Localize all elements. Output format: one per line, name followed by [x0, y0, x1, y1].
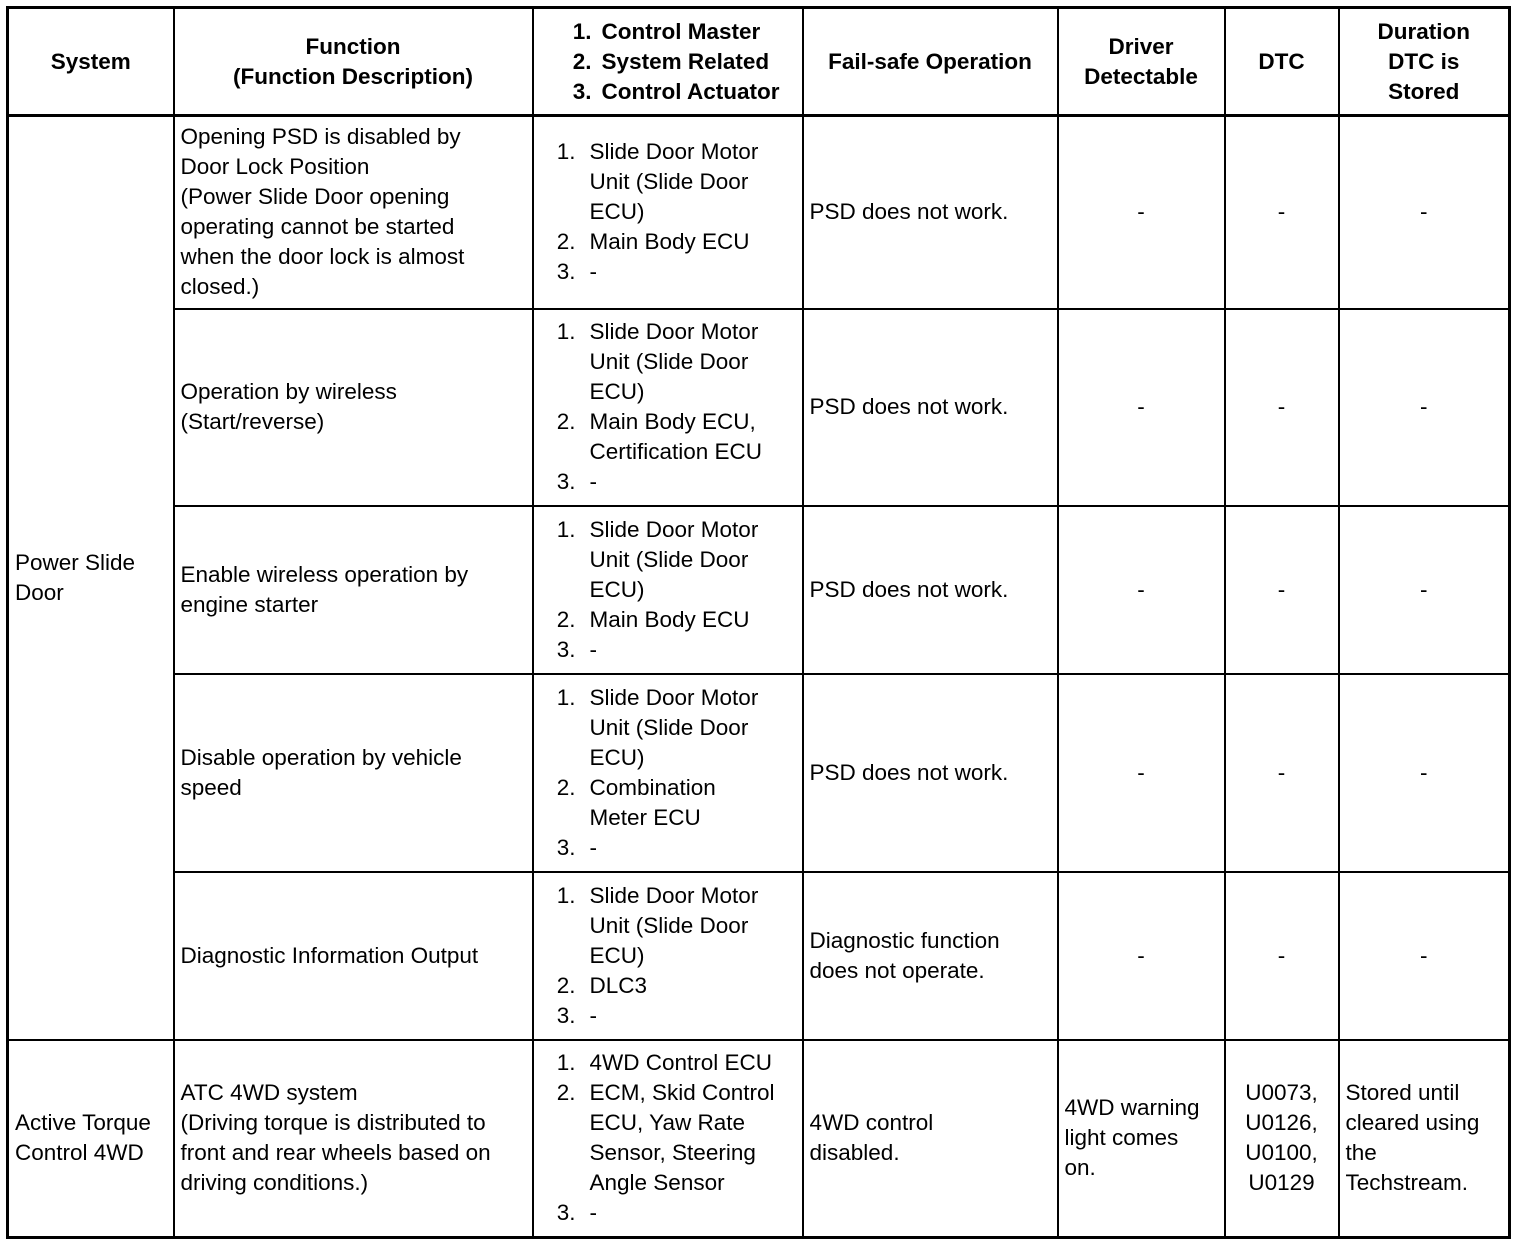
- failsafe-text: PSD does not work.: [809, 576, 1009, 602]
- header-dtc: [1225, 8, 1339, 116]
- control-item: [540, 773, 796, 833]
- control-text-line: ECU): [589, 379, 645, 404]
- control-text-line: Unit (Slide Door: [589, 349, 749, 374]
- control-num: 3.: [556, 469, 576, 494]
- system-cell: [8, 116, 174, 1040]
- header-function-sublabel: (Function Description): [233, 63, 473, 89]
- dtc-cell: [1225, 116, 1339, 309]
- function-cell: [174, 116, 533, 309]
- control-text-line: Slide Door Motor: [589, 516, 759, 542]
- control-text: [590, 971, 796, 1001]
- control-item: [540, 227, 796, 257]
- control-text: [590, 227, 796, 257]
- duration-cell: [1339, 1040, 1510, 1238]
- control-text-line: Main Body ECU,: [589, 409, 756, 434]
- failsafe-cell: [803, 506, 1058, 674]
- control-text-line: -: [589, 1002, 597, 1028]
- failsafe-text: disabled.: [809, 1140, 900, 1166]
- function-text: operating cannot be started: [180, 214, 455, 240]
- failsafe-cell: [803, 116, 1058, 309]
- driver-detectable-text: -: [1137, 576, 1145, 602]
- function-text: speed: [180, 774, 242, 800]
- system-name: Power Slide: [15, 549, 136, 575]
- driver-detectable-text: light comes: [1064, 1125, 1179, 1151]
- function-text: (Power Slide Door opening: [180, 184, 450, 210]
- control-text-line: ECU): [589, 576, 645, 602]
- dtc-code: U0129: [1248, 1170, 1315, 1196]
- control-num: 3.: [556, 259, 576, 285]
- fail-safe-table: [6, 6, 1511, 1239]
- control-text-line: Combination: [589, 774, 716, 800]
- duration-cell: [1339, 506, 1510, 674]
- dtc-cell: [1225, 1040, 1339, 1238]
- control-num: 1.: [556, 684, 576, 710]
- control-num: 2.: [556, 229, 576, 255]
- control-item: [540, 317, 796, 407]
- driver-detectable-cell: [1058, 674, 1225, 872]
- control-num: 1.: [556, 319, 576, 344]
- control-text: [590, 1001, 796, 1031]
- control-text: [590, 833, 796, 863]
- dtc-code: -: [1277, 942, 1286, 968]
- failsafe-cell: [803, 674, 1058, 872]
- control-text-line: -: [589, 1200, 597, 1226]
- failsafe-text: does not operate.: [809, 957, 985, 983]
- control-item: [540, 605, 796, 635]
- driver-detectable-cell: [1058, 506, 1225, 674]
- function-text: Opening PSD is disabled by: [180, 124, 461, 150]
- driver-detectable-text: 4WD warning: [1064, 1095, 1200, 1121]
- control-num: 2.: [556, 409, 576, 434]
- function-cell: [174, 1040, 533, 1238]
- function-cell: [174, 872, 533, 1040]
- header-function: [174, 8, 533, 116]
- header-system: [8, 8, 174, 116]
- control-text: [590, 467, 796, 497]
- failsafe-text: 4WD control: [809, 1110, 934, 1136]
- control-text-line: ECU): [589, 199, 645, 225]
- function-text: front and rear wheels based on: [180, 1140, 491, 1166]
- control-text-line: Certification ECU: [589, 439, 763, 464]
- system-name: Control 4WD: [15, 1140, 144, 1166]
- table-row: [8, 872, 1510, 1040]
- control-cell: [533, 309, 803, 506]
- duration-text: Techstream.: [1345, 1170, 1469, 1196]
- header-driver-label: Driver: [1108, 33, 1174, 59]
- control-text: [590, 605, 796, 635]
- control-text: [590, 635, 796, 665]
- dtc-cell: [1225, 674, 1339, 872]
- control-text-line: Unit (Slide Door: [589, 912, 749, 938]
- header-failsafe-label: Fail-safe Operation: [828, 48, 1032, 74]
- table-row: [8, 674, 1510, 872]
- control-num: 1.: [556, 882, 576, 908]
- table-row: [8, 1040, 1510, 1238]
- control-cell: [533, 506, 803, 674]
- driver-detectable-cell: [1058, 116, 1225, 309]
- control-list: [540, 683, 796, 863]
- control-item: [540, 1048, 796, 1078]
- duration-cell: [1339, 872, 1510, 1040]
- function-text: engine starter: [180, 591, 319, 617]
- function-text: ATC 4WD system: [180, 1080, 358, 1106]
- driver-detectable-text: -: [1137, 199, 1145, 225]
- dtc-code: -: [1277, 199, 1286, 225]
- function-text: when the door lock is almost: [180, 244, 465, 270]
- duration-text: the: [1345, 1140, 1377, 1166]
- control-num: 2.: [556, 606, 576, 632]
- header-duration-line1: Duration: [1377, 18, 1470, 44]
- control-item: [540, 1001, 796, 1031]
- failsafe-cell: [803, 872, 1058, 1040]
- control-text-line: ECU, Yaw Rate: [589, 1110, 745, 1136]
- header-driver: [1058, 8, 1225, 116]
- function-cell: [174, 309, 533, 506]
- header-dtc-label: DTC: [1258, 48, 1305, 74]
- failsafe-cell: [803, 1040, 1058, 1238]
- control-text-line: ECU): [589, 744, 645, 770]
- control-cell: [533, 872, 803, 1040]
- control-list: [540, 137, 796, 287]
- control-num: 1.: [556, 1050, 576, 1076]
- function-text: Disable operation by vehicle: [180, 744, 462, 770]
- control-cell: [533, 674, 803, 872]
- header-control-num: 2.: [572, 48, 592, 74]
- table-row: [8, 309, 1510, 506]
- header-duration-line3: Stored: [1388, 78, 1460, 104]
- control-num: 1.: [556, 516, 576, 542]
- function-text: Enable wireless operation by: [180, 561, 469, 587]
- control-text: [590, 515, 796, 605]
- control-cell: [533, 1040, 803, 1238]
- control-item: [540, 833, 796, 863]
- control-text-line: -: [589, 636, 597, 662]
- dtc-code: -: [1277, 576, 1286, 602]
- duration-text: cleared using: [1345, 1110, 1480, 1136]
- control-list: [540, 1048, 796, 1228]
- dtc-cell: [1225, 309, 1339, 506]
- control-item: [540, 635, 796, 665]
- dtc-code: -: [1277, 394, 1286, 419]
- control-text-line: Slide Door Motor: [589, 139, 759, 165]
- control-text-line: ECU): [589, 942, 645, 968]
- control-num: 2.: [556, 972, 576, 998]
- control-num: 2.: [556, 774, 576, 800]
- control-item: [540, 407, 796, 467]
- header-failsafe: [803, 8, 1058, 116]
- control-list: [540, 317, 796, 497]
- function-cell: [174, 674, 533, 872]
- control-item: [540, 1198, 796, 1228]
- control-num: 3.: [556, 834, 576, 860]
- dtc-code: U0073,: [1245, 1080, 1318, 1106]
- header-system-label: System: [50, 48, 131, 74]
- driver-detectable-text: on.: [1064, 1155, 1096, 1181]
- control-text: [590, 773, 796, 833]
- control-text: [590, 407, 796, 467]
- control-text-line: Slide Door Motor: [589, 319, 759, 344]
- failsafe-text: PSD does not work.: [809, 759, 1009, 785]
- control-text-line: -: [589, 834, 597, 860]
- control-item: [540, 683, 796, 773]
- driver-detectable-text: -: [1137, 942, 1145, 968]
- driver-detectable-cell: [1058, 309, 1225, 506]
- dtc-cell: [1225, 872, 1339, 1040]
- function-text: (Start/reverse): [180, 409, 325, 434]
- control-text: [590, 1048, 796, 1078]
- control-text-line: Meter ECU: [589, 804, 701, 830]
- control-num: 1.: [556, 139, 576, 165]
- system-name: Active Torque: [15, 1110, 151, 1136]
- system-cell: [8, 1040, 174, 1238]
- driver-detectable-text: -: [1137, 759, 1145, 785]
- dtc-cell: [1225, 506, 1339, 674]
- duration-cell: [1339, 674, 1510, 872]
- control-item: [540, 467, 796, 497]
- control-text-line: -: [589, 469, 597, 494]
- control-text: [590, 257, 796, 287]
- driver-detectable-cell: [1058, 872, 1225, 1040]
- dtc-code: U0126,: [1245, 1110, 1318, 1136]
- control-item: [540, 1078, 796, 1198]
- function-text: (Driving torque is distributed to: [180, 1110, 486, 1136]
- control-text-line: Unit (Slide Door: [589, 169, 749, 195]
- control-text-line: 4WD Control ECU: [589, 1050, 773, 1076]
- duration-text: -: [1420, 576, 1428, 602]
- failsafe-text: Diagnostic function: [809, 927, 1000, 953]
- table-row: [8, 116, 1510, 309]
- duration-text: -: [1420, 759, 1428, 785]
- header-duration-line2: DTC is: [1388, 48, 1460, 74]
- control-list: [540, 515, 796, 665]
- duration-text: -: [1420, 199, 1428, 225]
- control-cell: [533, 116, 803, 309]
- duration-cell: [1339, 116, 1510, 309]
- control-text-line: -: [589, 259, 597, 285]
- function-text: closed.): [180, 274, 260, 300]
- header-control-item: [556, 77, 780, 107]
- control-text-line: Unit (Slide Door: [589, 714, 749, 740]
- header-driver-sublabel: Detectable: [1084, 63, 1198, 89]
- control-num: 3.: [556, 636, 576, 662]
- header-control-item: [556, 17, 780, 47]
- control-text-line: Unit (Slide Door: [589, 546, 749, 572]
- control-text: [590, 1198, 796, 1228]
- control-num: 3.: [556, 1200, 576, 1226]
- system-name: Door: [15, 579, 64, 605]
- control-text: [590, 881, 796, 971]
- driver-detectable-cell: [1058, 1040, 1225, 1238]
- header-control-text: Control Master: [601, 18, 761, 44]
- control-list: [540, 881, 796, 1031]
- header-control-num: 1.: [572, 18, 592, 44]
- control-item: [540, 881, 796, 971]
- dtc-code: -: [1277, 759, 1286, 785]
- failsafe-text: PSD does not work.: [809, 199, 1009, 225]
- header-duration: [1339, 8, 1510, 116]
- control-text-line: Main Body ECU: [589, 606, 750, 632]
- duration-text: -: [1420, 394, 1428, 419]
- duration-text: -: [1420, 942, 1428, 968]
- control-num: 3.: [556, 1002, 576, 1028]
- header-control-num: 3.: [572, 78, 592, 104]
- control-text-line: Slide Door Motor: [589, 882, 759, 908]
- control-text-line: Main Body ECU: [589, 229, 750, 255]
- control-item: [540, 257, 796, 287]
- function-text: driving conditions.): [180, 1170, 369, 1196]
- header-function-label: Function: [305, 33, 401, 59]
- control-text: [590, 137, 796, 227]
- control-item: [540, 971, 796, 1001]
- function-text: Operation by wireless: [180, 379, 397, 404]
- control-text: [590, 1078, 796, 1198]
- control-item: [540, 137, 796, 227]
- function-text: Diagnostic Information Output: [180, 942, 479, 968]
- control-text: [590, 683, 796, 773]
- failsafe-cell: [803, 309, 1058, 506]
- failsafe-text: PSD does not work.: [809, 394, 1009, 419]
- control-text-line: Slide Door Motor: [589, 684, 759, 710]
- header-control-text: System Related: [601, 48, 770, 74]
- control-text-line: DLC3: [589, 972, 648, 998]
- header-row: [8, 8, 1510, 116]
- header-control: [533, 8, 803, 116]
- control-text-line: Angle Sensor: [589, 1170, 725, 1196]
- control-item: [540, 515, 796, 605]
- control-text-line: Sensor, Steering: [589, 1140, 756, 1166]
- header-control-text: Control Actuator: [601, 78, 780, 104]
- function-text: Door Lock Position: [180, 154, 370, 180]
- duration-cell: [1339, 309, 1510, 506]
- function-cell: [174, 506, 533, 674]
- control-text: [590, 317, 796, 407]
- driver-detectable-text: -: [1137, 394, 1145, 419]
- dtc-code: U0100,: [1245, 1140, 1318, 1166]
- control-text-line: ECM, Skid Control: [589, 1080, 775, 1106]
- duration-text: Stored until: [1345, 1080, 1460, 1106]
- control-num: 2.: [556, 1080, 576, 1106]
- header-control-item: [556, 47, 780, 77]
- table-row: [8, 506, 1510, 674]
